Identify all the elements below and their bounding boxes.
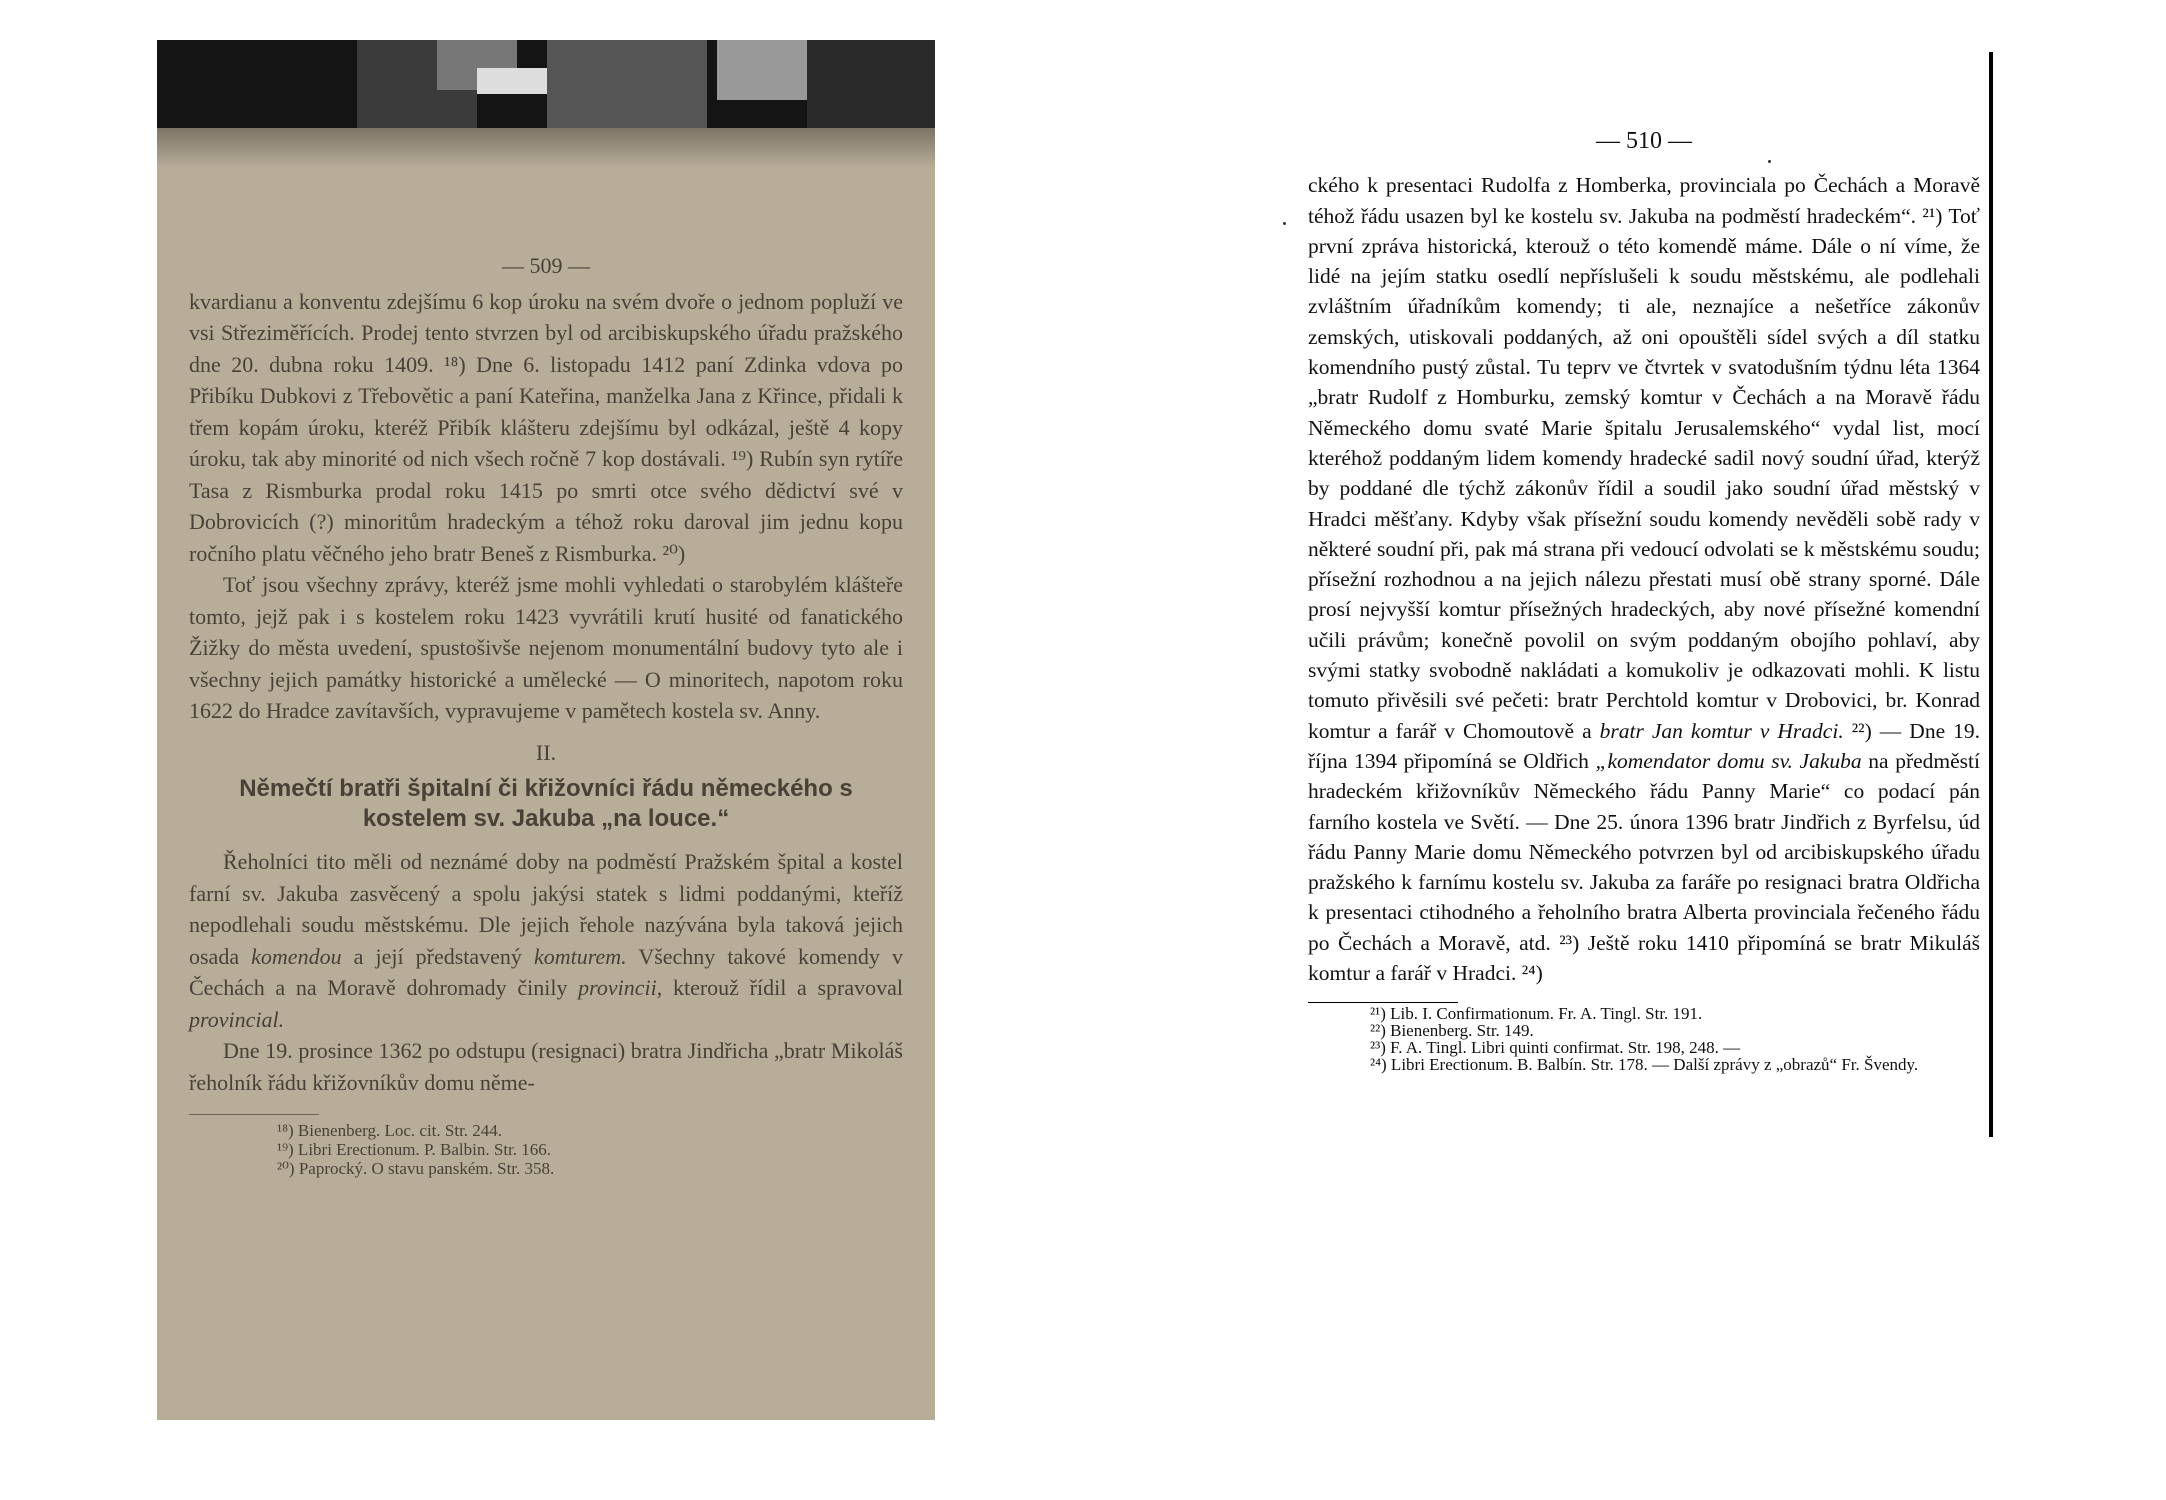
- footnote: ²¹) Lib. I. Confirmationum. Fr. A. Tingl. Str. 191.: [1370, 1004, 1703, 1024]
- scan-edge-block: [547, 40, 707, 128]
- footnote: ¹⁸) Bienenberg. Loc. cit. Str. 244.: [277, 1121, 503, 1140]
- scan-top-edge: [157, 40, 935, 128]
- footnote-rule: [189, 1114, 319, 1115]
- footnote: ²⁰) Paprocký. O stavu panském. Str. 358.: [277, 1159, 555, 1178]
- text-run: kterouž řídil a spravoval: [662, 975, 903, 1000]
- italic-term: provincii,: [578, 975, 663, 1000]
- left-page-scan: [157, 40, 935, 1420]
- italic-term: bratr Jan komtur v Hradci.: [1599, 718, 1844, 743]
- footnote: ²³) F. A. Tingl. Libri quinti confirmat. Str. 198, 248. —: [1370, 1038, 1741, 1058]
- section-title: Němečtí bratři špitalní či křižovníci řádu německého s kostelem sv. Jakuba „na louce.“: [239, 775, 853, 832]
- scan-edge-block: [807, 40, 935, 128]
- footnotes: [1308, 1005, 1980, 1073]
- page-edge-bar: [1989, 52, 1993, 1137]
- text-run: na předměstí hradeckém křižovníkův Německého řádu Panny Marie“ co podací pán farního kostela ve Světí. — Dne 25. února 1396 bratr Jindřich z Byrfelsu, úd řádu Panny Marie domu Německého potvrzen byl od arcibiskupského úřadu pražského k farnímu kostelu sv. Jakuba za faráře po resignaci bratra Oldřicha k presentaci ctihodného a řeholního bratra Alberta provinciala řečeného řádu po Čechách a Moravě, atd. ²³) Ještě roku 1410 připomíná se bratr Mikuláš komtur a farář v Hradci. ²⁴): [1308, 748, 1980, 986]
- page-number: — 509 —: [502, 253, 590, 278]
- footnote: ¹⁹) Libri Erectionum. P. Balbin. Str. 166.: [277, 1140, 552, 1159]
- paragraph: kvardianu a konventu zdejšímu 6 kop úroku na svém dvoře o jednom popluží ve vsi Střeziměřících. Prodej tento stvrzen byl od arcibiskupského úřadu pražského dne 20. dubna roku 1409. ¹⁸) Dne 6. listopadu 1412 paní Zdinka vdova po Přibíku Dubkovi z Třebovětic a paní Kateřina, manželka Jana z Křince, přidali k třem kopám úroku, kteréž Přibík klášteru zdejšímu byl odkázal, ještě 4 kopy úroku, tak aby minorité od nich všech ročně 7 kop dostávali. ¹⁹) Rubín syn rytíře Tasa z Rismburka prodal roku 1415 po smrti otce svého dědictví své v Dobrovicích (?) minoritům hradeckým a téhož roku daroval jim jednu kopu ročního platu věčného jeho bratr Beneš z Rismburka. ²⁰): [189, 288, 903, 566]
- left-page-text: [189, 250, 903, 1178]
- italic-term: komendou: [251, 943, 342, 969]
- footnote: ²⁴) Libri Erectionum. B. Balbín. Str. 178. — Další zprávy z „obrazů“ Fr. Švendy.: [1370, 1055, 1919, 1075]
- paragraph: Dne 19. prosince 1362 po odstupu (resignaci) bratra Jindřicha „bratr Mikoláš řeholník řádu křižovníkův domu něme-: [189, 1038, 903, 1095]
- footnote: ²²) Bienenberg. Str. 149.: [1370, 1021, 1534, 1041]
- text-run: Všechny takové komendy v Čechách a na Moravě dohromady činily: [189, 943, 903, 1000]
- scan-edge-block: [717, 40, 807, 100]
- text-run: ckého k presentaci Rudolfa z Homberka, provinciala po Čechách a Moravě téhož řádu usazen byl ke kostelu sv. Jakuba na podměstí hradeckém“. ²¹) Toť první zpráva historická, kterouž o této komendě máme. Dále o ní víme, že lidé na jejím statku osedlí nepříslušeli k soudu městskému, ale podlehali zvláštním úřadníkům komendy; ti ale, neznajíce a nešetříce zákonův zemských, utiskovali poddaných, až oni opouštěli sídel svých a díl statku komendního pustý zůstal. Tu teprv ve čtvrtek v svatodušním týdnu léta 1364 „bratr Rudolf z Homburku, zemský komtur v Čechách a na Moravě řádu Německého domu svaté Marie špitalu Jerusalemského“ vydal list, mocí kteréhož poddaným lidem komendy hradecké sadil nový soudní úřad, kterýž by poddané dle týchž zákonův řídil a soudil jako soudní úřad městský v Hradci měšťany. Kdyby však přísežní soudu komendy nevěděli sobě rady v některé soudní při, pak má strana při vedoucí odvolati se k městskému soudu; přísežní rozhodnou a na jejich nálezu přestati musí obě strany sporné. Dále prosí nejvyšší komtur přísežných hradeckých, aby nové přísežné komendní učili právům; konečně povolil on svým poddaným obojího pohlaví, aby svými statky svobodně nakládati a komukoliv je odkazovati mohli. K listu tomuto přivěsili své pečeti: bratr Perchtold komtur v Drobovici, br. Konrad komtur a farář v Chomoutově a: [1308, 173, 1980, 743]
- paragraph: [1308, 170, 1980, 988]
- section-number: II.: [535, 739, 557, 765]
- paragraph: Toť jsou všechny zprávy, kteréž jsme mohli vyhledati o starobylém klášteře tomto, jejž pak i s kostelem roku 1423 vyvrátili krutí husité od fanatického Žižky do města uvedení, spustošivše nejenom monumentální budovy tyto ale i všechny jejich památky historické a umělecké — O minoritech, napotom roku 1622 do Hradce zavítavších, vypravujeme v pamětech kostela sv. Anny.: [189, 572, 903, 723]
- paragraph: [189, 846, 903, 1035]
- footnote-rule: [1308, 1002, 1458, 1003]
- page-number: — 510 —: [1596, 128, 1692, 154]
- scan-edge-block: [477, 68, 547, 94]
- text-run: ²²) — Dne 19. října 1394 připomíná se Oldřich: [1308, 718, 1980, 773]
- right-page-text: [1308, 126, 1980, 1073]
- scan-speck: [1283, 222, 1286, 225]
- text-run: Řeholníci tito měli od neznámé doby na podměstí Pražském špital a kostel farní sv. Jakuba zasvěcený a spolu jakýsi statek s lidmi poddanými, kteříž nepodlehali soudu městskému. Dle jejich řehole nazývána byla taková jejich osada: [189, 849, 903, 969]
- text-run: a její představený: [341, 943, 534, 969]
- italic-term: komturem.: [533, 943, 627, 969]
- footnotes: [277, 1121, 903, 1178]
- italic-term: provincial.: [189, 1006, 285, 1032]
- scan-shadow: [157, 128, 935, 168]
- italic-term: „komendator domu sv. Jakuba: [1595, 748, 1862, 773]
